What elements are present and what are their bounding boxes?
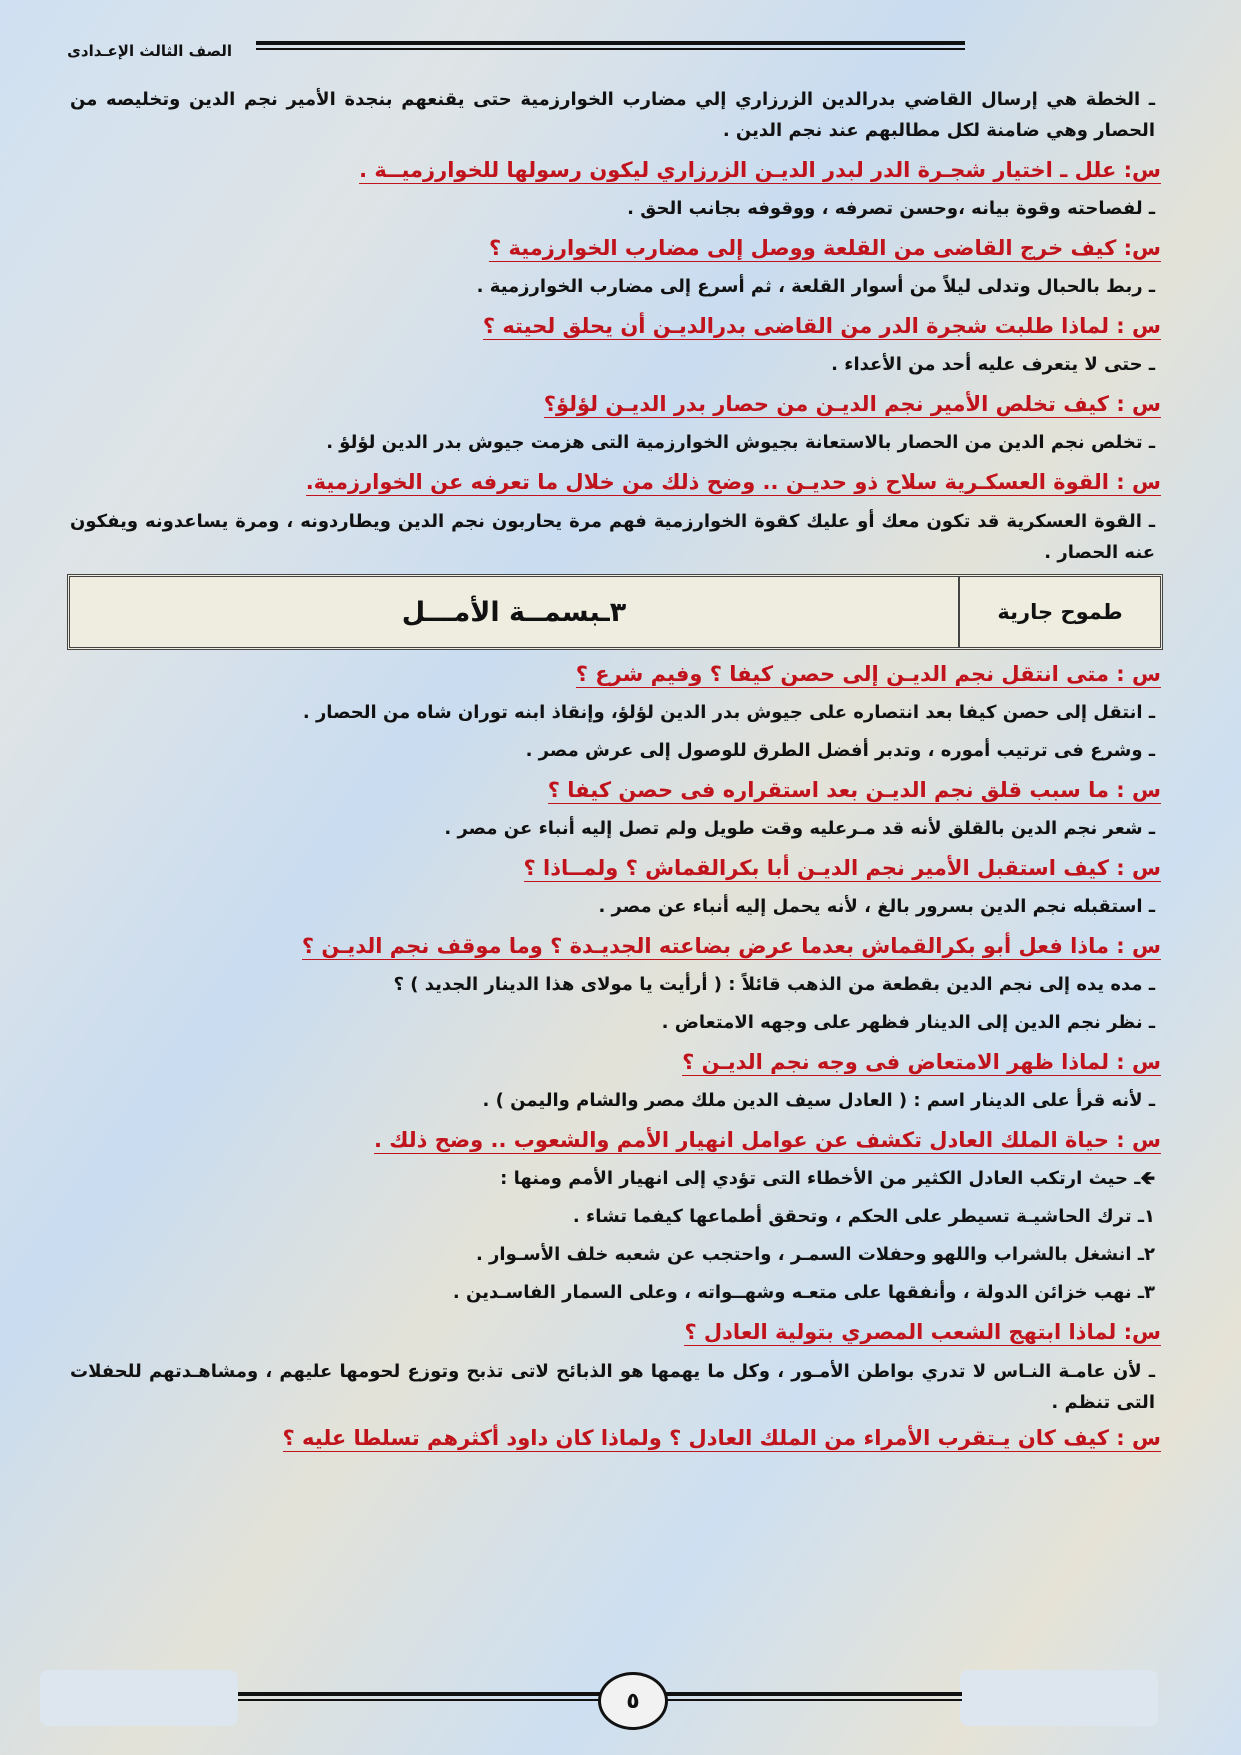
question-text: س : لماذا ظهر الامتعاض فى وجه نجم الديـن ؟	[682, 1050, 1161, 1074]
answer: ـ تخلص نجم الدين من الحصار بالاستعانة بجيوش الخوارزمية التى هزمت جيوش بدر الدين لؤلؤ .	[326, 432, 1155, 453]
question	[70, 310, 1163, 350]
answer: ـ مده يده إلى نجم الدين بقطعة من الذهب قائلاً : ( أرأيت يا مولاى هذا الدينار الجديد ) ؟	[393, 974, 1155, 995]
question-text: س : حياة الملك العادل تكشف عن عوامل انهيار الأمم والشعوب .. وضح ذلك .	[373, 1128, 1161, 1152]
answer: ـ ربط بالحبال وتدلى ليلاً من أسوار القلعة ، ثم أسرع إلى مضارب الخوارزمية .	[476, 276, 1155, 297]
question-text: س: كيف خرج القاضى من القلعة ووصل إلى مضارب الخوارزمية ؟	[489, 236, 1161, 260]
question	[70, 1316, 1163, 1356]
question-text: س : كيف استقبل الأمير نجم الديـن أبا بكرالقماش ؟ ولمــاذا ؟	[523, 856, 1161, 880]
question-text: س : متى انتقل نجم الديـن إلى حصن كيفا ؟ وفيم شرع ؟	[575, 662, 1161, 686]
page-header	[0, 38, 1241, 68]
answer: ١ـ ترك الحاشيـة تسيطر على الحكم ، وتحقق أطماعها كيفما تشاء .	[572, 1206, 1155, 1227]
question-text: س : ما سبب قلق نجم الديـن بعد استقراره فى حصن كيفا ؟	[547, 778, 1161, 802]
answer: ـ الخطة هي إرسال القاضي بدرالدين الزرزاري إلي مضارب الخوارزمية حتى يقنعهم بنجدة الأمير نجم الدين وتخليصه من الحصار وهي ضامنة لكل مطالبهم عند نجم الدين .	[70, 89, 1155, 141]
question	[70, 154, 1163, 194]
question-text: س : لماذا طلبت شجرة الدر من القاضى بدرالديـن أن يحلق لحيته ؟	[482, 314, 1161, 338]
question	[70, 232, 1163, 272]
question	[70, 852, 1163, 892]
answer: ـ القوة العسكرية قد تكون معك أو عليك كقوة الخوارزمية فهم مرة يحاربون نجم الدين ويطاردونه ، ومرة يساعدونه ويفكون عنه الحصار .	[70, 511, 1155, 563]
footer-box-left	[40, 1670, 238, 1726]
question	[70, 774, 1163, 814]
grade-title: الصف الثالث الإعـدادى	[67, 42, 232, 60]
question	[70, 1046, 1163, 1086]
answer: ٣ـ نهب خزائن الدولة ، وأنفقها على متعـه وشهــواته ، وعلى السمار الفاسـدين .	[452, 1282, 1155, 1303]
question-text: س : ماذا فعل أبو بكرالقماش بعدما عرض بضاعته الجديـدة ؟ وما موقف نجم الديـن ؟	[301, 934, 1161, 958]
answer: ـ حتى لا يتعرف عليه أحد من الأعداء .	[831, 354, 1155, 375]
answer: ـ نظر نجم الدين إلى الدينار فظهر على وجهه الامتعاض .	[661, 1012, 1155, 1033]
answer: ـ استقبله نجم الدين بسرور بالغ ، لأنه يحمل إليه أنباء عن مصر .	[598, 896, 1155, 917]
question	[70, 388, 1163, 428]
header-rule-thin	[256, 48, 965, 50]
answer: ـ لأنه قرأ على الدينار اسم : ( العادل سيف الدين ملك مصر والشام واليمن ) .	[482, 1090, 1155, 1111]
footer-box-right	[960, 1670, 1158, 1726]
question	[70, 466, 1163, 506]
page-footer	[0, 1668, 1241, 1748]
lesson-label: طموح جارية	[958, 577, 1160, 647]
answer: ٢ـ انشغل بالشراب واللهو وحفلات السمـر ، واحتجب عن شعبه خلف الأسـوار .	[475, 1244, 1155, 1265]
question	[70, 658, 1163, 698]
answer: ـ انتقل إلى حصن كيفا بعد انتصاره على جيوش بدر الدين لؤلؤ، وإنقاذ ابنه توران شاه من الحصار .	[302, 702, 1155, 723]
question-text: س : كيف كان يـتقرب الأمراء من الملك العادل ؟ ولماذا كان داود أكثرهم تسلطا عليه ؟	[282, 1426, 1161, 1450]
answer: ـ شعر نجم الدين بالقلق لأنه قد مـرعليه وقت طويل ولم تصل إليه أنباء عن مصر .	[444, 818, 1155, 839]
question	[70, 1124, 1163, 1164]
lesson-title: ٣ـبسمــة الأمـــل	[401, 596, 627, 628]
answer: 🡸ـ حيث ارتكب العادل الكثير من الأخطاء التى تؤدي إلى انهيار الأمم ومنها :	[500, 1168, 1155, 1189]
question-text: س: لماذا ابتهج الشعب المصري بتولية العادل ؟	[684, 1320, 1161, 1344]
header-rule	[256, 41, 965, 45]
answer: ـ وشرع فى ترتيب أموره ، وتدبر أفضل الطرق للوصول إلى عرش مصر .	[525, 740, 1155, 761]
question	[70, 930, 1163, 970]
lesson-banner	[67, 574, 1163, 650]
question	[70, 1422, 1163, 1462]
question-text: س : كيف تخلص الأمير نجم الديـن من حصار بدر الديـن لؤلؤ؟	[543, 392, 1161, 416]
answer: ـ لأن عامـة النـاس لا تدري بواطن الأمـور ، وكل ما يهمها هو الذبائح لاتى تذبح وتوزع لحومها عليهم ، ومشاهـدتهم للحفلات التى تنظم .	[70, 1361, 1155, 1413]
main-content	[70, 84, 1163, 1462]
answer: ـ لفصاحته وقوة بيانه ،وحسن تصرفه ، ووقوفه بجانب الحق .	[627, 198, 1155, 219]
page-number: ٥	[598, 1672, 668, 1730]
question-text: س : القوة العسكـرية سلاح ذو حديـن .. وضح ذلك من خلال ما تعرفه عن الخوارزمية.	[305, 470, 1161, 494]
question-text: س: علل ـ اختيار شجـرة الدر لبدر الديـن الزرزاري ليكون رسولها للخوارزميــة .	[359, 158, 1161, 182]
